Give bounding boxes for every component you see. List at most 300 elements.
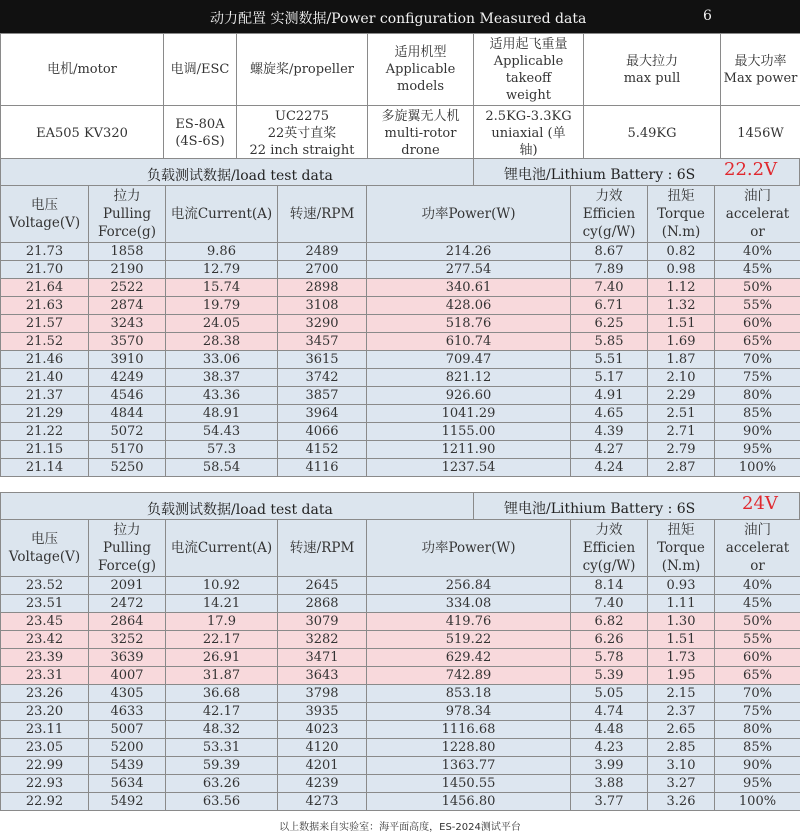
table-cell: 59.39 [166, 757, 278, 775]
table-cell: 5170 [89, 441, 166, 459]
table-cell: 4023 [278, 721, 367, 739]
table-row [1, 631, 800, 649]
table-cell: 5.17 [571, 369, 648, 387]
table-cell: 21.14 [1, 459, 89, 477]
table-cell: 4.91 [571, 387, 648, 405]
column-header-line: 电压 [31, 197, 58, 213]
table-row [1, 297, 800, 315]
column-header-line: Force(g) [98, 558, 156, 574]
config-header-cell-line: max pull [623, 70, 681, 86]
table-cell: 21.52 [1, 333, 89, 351]
table-cell: 3471 [278, 649, 367, 667]
page-number: 6 [703, 8, 712, 24]
table-cell: 8.14 [571, 577, 648, 595]
table-cell: 5007 [89, 721, 166, 739]
table-cell: 42.17 [166, 703, 278, 721]
table-cell: 340.61 [367, 279, 571, 297]
table-cell: 5.85 [571, 333, 648, 351]
table-cell: 63.26 [166, 775, 278, 793]
table-cell: 4007 [89, 667, 166, 685]
table-row [1, 459, 800, 477]
table-row [1, 793, 800, 811]
config-header-cell-line: Applicable [493, 53, 564, 69]
column-header-line: accelerat [725, 540, 790, 556]
table-cell: 70% [715, 351, 800, 369]
table-cell: 1228.80 [367, 739, 571, 757]
table-cell: 5.39 [571, 667, 648, 685]
table-cell: 4.74 [571, 703, 648, 721]
battery-voltage: 24V [742, 493, 778, 514]
table-cell: 90% [715, 423, 800, 441]
config-value-cell-line: ES-80A [175, 117, 225, 132]
table-cell: 45% [715, 261, 800, 279]
table-cell: 21.22 [1, 423, 89, 441]
table-cell: 6.26 [571, 631, 648, 649]
table-cell: 4.27 [571, 441, 648, 459]
column-header-row [1, 520, 800, 577]
table-cell: 3570 [89, 333, 166, 351]
config-value-cell [237, 106, 368, 161]
section-title: 负载测试数据/load test data [147, 502, 333, 518]
column-header-line: 功率Power(W) [421, 540, 516, 556]
table-cell: 54.43 [166, 423, 278, 441]
column-header-line: (N.m) [661, 558, 701, 574]
table-row [1, 649, 800, 667]
table-cell: 4.23 [571, 739, 648, 757]
column-header-line: or [750, 224, 765, 240]
table-cell: 2700 [278, 261, 367, 279]
column-header [648, 520, 715, 577]
table-cell: 2091 [89, 577, 166, 595]
table-cell: 3857 [278, 387, 367, 405]
table-cell: 5492 [89, 793, 166, 811]
table-cell: 2.10 [648, 369, 715, 387]
table-cell: 1.95 [648, 667, 715, 685]
config-header-cell-line: 最大功率 [734, 53, 787, 69]
table-cell: 2864 [89, 613, 166, 631]
column-header-line: 功率Power(W) [421, 206, 516, 222]
table-cell: 4066 [278, 423, 367, 441]
column-header [1, 520, 89, 577]
column-header-line: 电流Current(A) [170, 206, 273, 222]
table-cell: 518.76 [367, 315, 571, 333]
table-cell: 7.40 [571, 279, 648, 297]
table-cell: 75% [715, 703, 800, 721]
config-header-cell-line: takeoff [505, 70, 552, 86]
table-cell: 2.29 [648, 387, 715, 405]
table-cell: 85% [715, 739, 800, 757]
table-cell: 1.32 [648, 297, 715, 315]
table-cell: 4.24 [571, 459, 648, 477]
table-cell: 23.05 [1, 739, 89, 757]
column-header-line: Torque [657, 206, 705, 222]
table-cell: 4.48 [571, 721, 648, 739]
config-value-cell-line: drone [401, 142, 440, 158]
table-cell: 43.36 [166, 387, 278, 405]
section-title: 负载测试数据/load test data [147, 168, 333, 184]
table-row [1, 387, 800, 405]
table-cell: 334.08 [367, 595, 571, 613]
table-cell: 23.20 [1, 703, 89, 721]
table-cell: 21.57 [1, 315, 89, 333]
table-cell: 22.92 [1, 793, 89, 811]
column-header-line: 油门 [744, 188, 771, 204]
table-cell: 48.32 [166, 721, 278, 739]
battery-label: 锂电池/Lithium Battery : 6S [504, 501, 696, 517]
table-cell: 3.26 [648, 793, 715, 811]
table-cell: 26.91 [166, 649, 278, 667]
table-cell: 7.40 [571, 595, 648, 613]
table-cell: 23.26 [1, 685, 89, 703]
config-table [0, 33, 800, 161]
table-cell: 0.82 [648, 243, 715, 261]
table-cell: 23.39 [1, 649, 89, 667]
table-cell: 50% [715, 279, 800, 297]
table-cell: 3457 [278, 333, 367, 351]
config-value-cell-line: 1456W [737, 125, 784, 141]
table-cell: 2.85 [648, 739, 715, 757]
table-cell: 2868 [278, 595, 367, 613]
table-cell: 4152 [278, 441, 367, 459]
table-cell: 2522 [89, 279, 166, 297]
table-cell: 4844 [89, 405, 166, 423]
table-cell: 100% [715, 459, 800, 477]
table-cell: 75% [715, 369, 800, 387]
column-header-line: 转速/RPM [289, 206, 355, 222]
title-bar [0, 0, 800, 33]
column-header-line: Torque [657, 540, 705, 556]
table-cell: 1211.90 [367, 441, 571, 459]
table-cell: 3910 [89, 351, 166, 369]
table-row [1, 351, 800, 369]
table-cell: 4546 [89, 387, 166, 405]
table-cell: 3798 [278, 685, 367, 703]
table-cell: 23.51 [1, 595, 89, 613]
table-cell: 3643 [278, 667, 367, 685]
table-cell: 21.46 [1, 351, 89, 369]
table-cell: 1.69 [648, 333, 715, 351]
config-value-cell [164, 106, 237, 161]
battery-voltage: 22.2V [724, 159, 778, 180]
table-cell: 17.9 [166, 613, 278, 631]
table-cell: 1450.55 [367, 775, 571, 793]
table-cell: 24.05 [166, 315, 278, 333]
table-cell: 419.76 [367, 613, 571, 631]
config-header-cell [1, 34, 164, 106]
config-value-row [1, 106, 800, 161]
column-header-line: 力效 [595, 188, 623, 204]
table-cell: 5072 [89, 423, 166, 441]
column-header [89, 520, 166, 577]
column-header-line: 电流Current(A) [170, 540, 273, 556]
table-cell: 5634 [89, 775, 166, 793]
config-header-cell-line: models [397, 79, 444, 94]
config-value-cell-line: 22英寸直桨 [267, 125, 337, 141]
table-cell: 53.31 [166, 739, 278, 757]
table-cell: 60% [715, 649, 800, 667]
table-row [1, 261, 800, 279]
table-cell: 1.30 [648, 613, 715, 631]
column-header-line: accelerat [725, 206, 790, 222]
config-value-cell-line: 轴) [519, 142, 538, 158]
table-cell: 2472 [89, 595, 166, 613]
table-cell: 57.3 [166, 441, 278, 459]
table-cell: 1.87 [648, 351, 715, 369]
table-cell: 5200 [89, 739, 166, 757]
table-cell: 4239 [278, 775, 367, 793]
table-cell: 2898 [278, 279, 367, 297]
table-cell: 853.18 [367, 685, 571, 703]
table-cell: 2645 [278, 577, 367, 595]
table-cell: 33.06 [166, 351, 278, 369]
column-header-line: (N.m) [661, 224, 701, 240]
table-row [1, 703, 800, 721]
table-cell: 3935 [278, 703, 367, 721]
table-cell: 38.37 [166, 369, 278, 387]
table-cell: 4305 [89, 685, 166, 703]
config-value-cell [474, 106, 584, 161]
table-cell: 4273 [278, 793, 367, 811]
table-cell: 1.11 [648, 595, 715, 613]
table-cell: 21.73 [1, 243, 89, 261]
config-header-cell [368, 34, 474, 106]
table-cell: 428.06 [367, 297, 571, 315]
table-cell: 1456.80 [367, 793, 571, 811]
table-cell: 2190 [89, 261, 166, 279]
table-cell: 3290 [278, 315, 367, 333]
table-row [1, 775, 800, 793]
table-cell: 1116.68 [367, 721, 571, 739]
table-cell: 19.79 [166, 297, 278, 315]
config-header-row [1, 34, 800, 106]
table-cell: 23.11 [1, 721, 89, 739]
table-cell: 3742 [278, 369, 367, 387]
column-header-line: 拉力 [113, 188, 141, 204]
table-cell: 85% [715, 405, 800, 423]
column-header-line: 转速/RPM [289, 540, 355, 556]
config-value-cell-line: 2.5KG-3.3KG [485, 108, 572, 124]
table-cell: 12.79 [166, 261, 278, 279]
table-row [1, 595, 800, 613]
table-cell: 22.17 [166, 631, 278, 649]
table-cell: 5.05 [571, 685, 648, 703]
column-header-line: Voltage(V) [8, 215, 81, 231]
table-cell: 8.67 [571, 243, 648, 261]
table-cell: 55% [715, 631, 800, 649]
table-cell: 3.77 [571, 793, 648, 811]
config-header-cell [474, 34, 584, 106]
table-cell: 5250 [89, 459, 166, 477]
table-cell: 821.12 [367, 369, 571, 387]
table-cell: 2874 [89, 297, 166, 315]
config-header-cell-line: 适用起飞重量 [489, 36, 568, 52]
table-cell: 1237.54 [367, 459, 571, 477]
table-cell: 978.34 [367, 703, 571, 721]
config-value-cell-line: EA505 KV320 [36, 125, 128, 141]
table-cell: 58.54 [166, 459, 278, 477]
table-cell: 4633 [89, 703, 166, 721]
column-header-row [1, 186, 800, 243]
table-cell: 4201 [278, 757, 367, 775]
table-cell: 1858 [89, 243, 166, 261]
table-cell: 21.63 [1, 297, 89, 315]
column-header-line: or [750, 558, 765, 574]
column-header [166, 186, 278, 243]
table-cell: 2.79 [648, 441, 715, 459]
column-header-line: 扭矩 [667, 188, 695, 204]
table-cell: 60% [715, 315, 800, 333]
column-header-line: 拉力 [113, 522, 141, 538]
table-cell: 926.60 [367, 387, 571, 405]
table-row [1, 423, 800, 441]
document-title: 动力配置 实测数据/Power configuration Measured data [210, 11, 587, 27]
table-cell: 0.93 [648, 577, 715, 595]
table-cell: 1041.29 [367, 405, 571, 423]
table-cell: 2.15 [648, 685, 715, 703]
battery-info [473, 492, 800, 520]
column-header [89, 186, 166, 243]
table-cell: 40% [715, 577, 800, 595]
table-row [1, 685, 800, 703]
table-cell: 3964 [278, 405, 367, 423]
table-cell: 1.51 [648, 631, 715, 649]
config-value-cell-line: multi-rotor [384, 125, 457, 141]
config-value-cell-line: (4S-6S) [175, 134, 225, 149]
table-cell: 9.86 [166, 243, 278, 261]
footer-note: 以上数据来自实验室：海平面高度，ES-2024测试平台 [279, 822, 521, 833]
table-cell: 1363.77 [367, 757, 571, 775]
table-cell: 5.78 [571, 649, 648, 667]
column-header-line: 力效 [595, 522, 623, 538]
table-row [1, 279, 800, 297]
table-cell: 95% [715, 441, 800, 459]
table-cell: 2.87 [648, 459, 715, 477]
table-cell: 100% [715, 793, 800, 811]
config-header-cell [164, 34, 237, 106]
column-header [166, 520, 278, 577]
table-cell: 6.71 [571, 297, 648, 315]
config-header-cell-line: 电机/motor [47, 62, 117, 77]
table-cell: 3108 [278, 297, 367, 315]
table-row [1, 577, 800, 595]
table-row [1, 721, 800, 739]
table-cell: 629.42 [367, 649, 571, 667]
column-header-line: Voltage(V) [8, 549, 81, 565]
config-value-cell-line: 多旋翼无人机 [381, 108, 460, 124]
config-header-cell-line: 适用机型 [394, 45, 447, 60]
column-header [278, 520, 367, 577]
table-cell: 23.52 [1, 577, 89, 595]
table-cell: 2.51 [648, 405, 715, 423]
table-cell: 80% [715, 387, 800, 405]
config-value-cell-line: 22 inch straight [249, 142, 355, 158]
table-cell: 2.71 [648, 423, 715, 441]
table-cell: 80% [715, 721, 800, 739]
table-cell: 4.39 [571, 423, 648, 441]
config-value-cell-line: 5.49KG [627, 125, 677, 141]
table-row [1, 441, 800, 459]
table-row [1, 757, 800, 775]
table-cell: 2.37 [648, 703, 715, 721]
table-cell: 1.12 [648, 279, 715, 297]
table-cell: 90% [715, 757, 800, 775]
table-cell: 21.40 [1, 369, 89, 387]
table-cell: 6.82 [571, 613, 648, 631]
table-cell: 15.74 [166, 279, 278, 297]
table-cell: 63.56 [166, 793, 278, 811]
column-header [367, 186, 571, 243]
table-cell: 4116 [278, 459, 367, 477]
table-cell: 40% [715, 243, 800, 261]
table-cell: 2.65 [648, 721, 715, 739]
table-cell: 10.92 [166, 577, 278, 595]
table-cell: 519.22 [367, 631, 571, 649]
column-header [278, 186, 367, 243]
column-header-line: Pulling [102, 206, 152, 222]
column-header-line: 扭矩 [667, 522, 695, 538]
column-header [648, 186, 715, 243]
table-cell: 1.73 [648, 649, 715, 667]
table-cell: 36.68 [166, 685, 278, 703]
table-cell: 23.42 [1, 631, 89, 649]
table-cell: 214.26 [367, 243, 571, 261]
table-cell: 5.51 [571, 351, 648, 369]
config-header-cell [584, 34, 721, 106]
table-row [1, 333, 800, 351]
column-header-line: cy(g/W) [582, 558, 636, 574]
table-cell: 31.87 [166, 667, 278, 685]
table-cell: 65% [715, 333, 800, 351]
table-cell: 6.25 [571, 315, 648, 333]
table-cell: 3252 [89, 631, 166, 649]
column-header-line: 油门 [744, 522, 771, 538]
table-row [1, 243, 800, 261]
table-cell: 3243 [89, 315, 166, 333]
column-header-line: 电压 [31, 531, 58, 547]
table-cell: 4.65 [571, 405, 648, 423]
column-header [367, 520, 571, 577]
config-header-cell-line: weight [506, 87, 551, 103]
table-cell: 4120 [278, 739, 367, 757]
table-cell: 3282 [278, 631, 367, 649]
table-cell: 742.89 [367, 667, 571, 685]
config-value-cell-line: UC2275 [275, 108, 329, 124]
section-header-1 [0, 158, 800, 186]
table-cell: 55% [715, 297, 800, 315]
table-cell: 65% [715, 667, 800, 685]
table-row [1, 739, 800, 757]
column-header-line: Pulling [102, 540, 152, 556]
section-header-2 [0, 492, 800, 520]
table-cell: 95% [715, 775, 800, 793]
config-header-cell-line: 最大拉力 [625, 53, 678, 69]
table-row [1, 613, 800, 631]
table-cell: 23.31 [1, 667, 89, 685]
load-test-table-2 [0, 519, 800, 811]
table-cell: 45% [715, 595, 800, 613]
config-value-cell [1, 106, 164, 161]
column-header [1, 186, 89, 243]
config-header-cell-line: 螺旋桨/propeller [250, 62, 354, 77]
table-cell: 277.54 [367, 261, 571, 279]
table-cell: 4249 [89, 369, 166, 387]
column-header-line: Force(g) [98, 224, 156, 240]
table-cell: 21.29 [1, 405, 89, 423]
column-header [715, 520, 800, 577]
config-header-cell-line: 电调/ESC [170, 62, 230, 77]
config-value-cell [721, 106, 800, 161]
column-header-line: Efficien [582, 540, 636, 556]
